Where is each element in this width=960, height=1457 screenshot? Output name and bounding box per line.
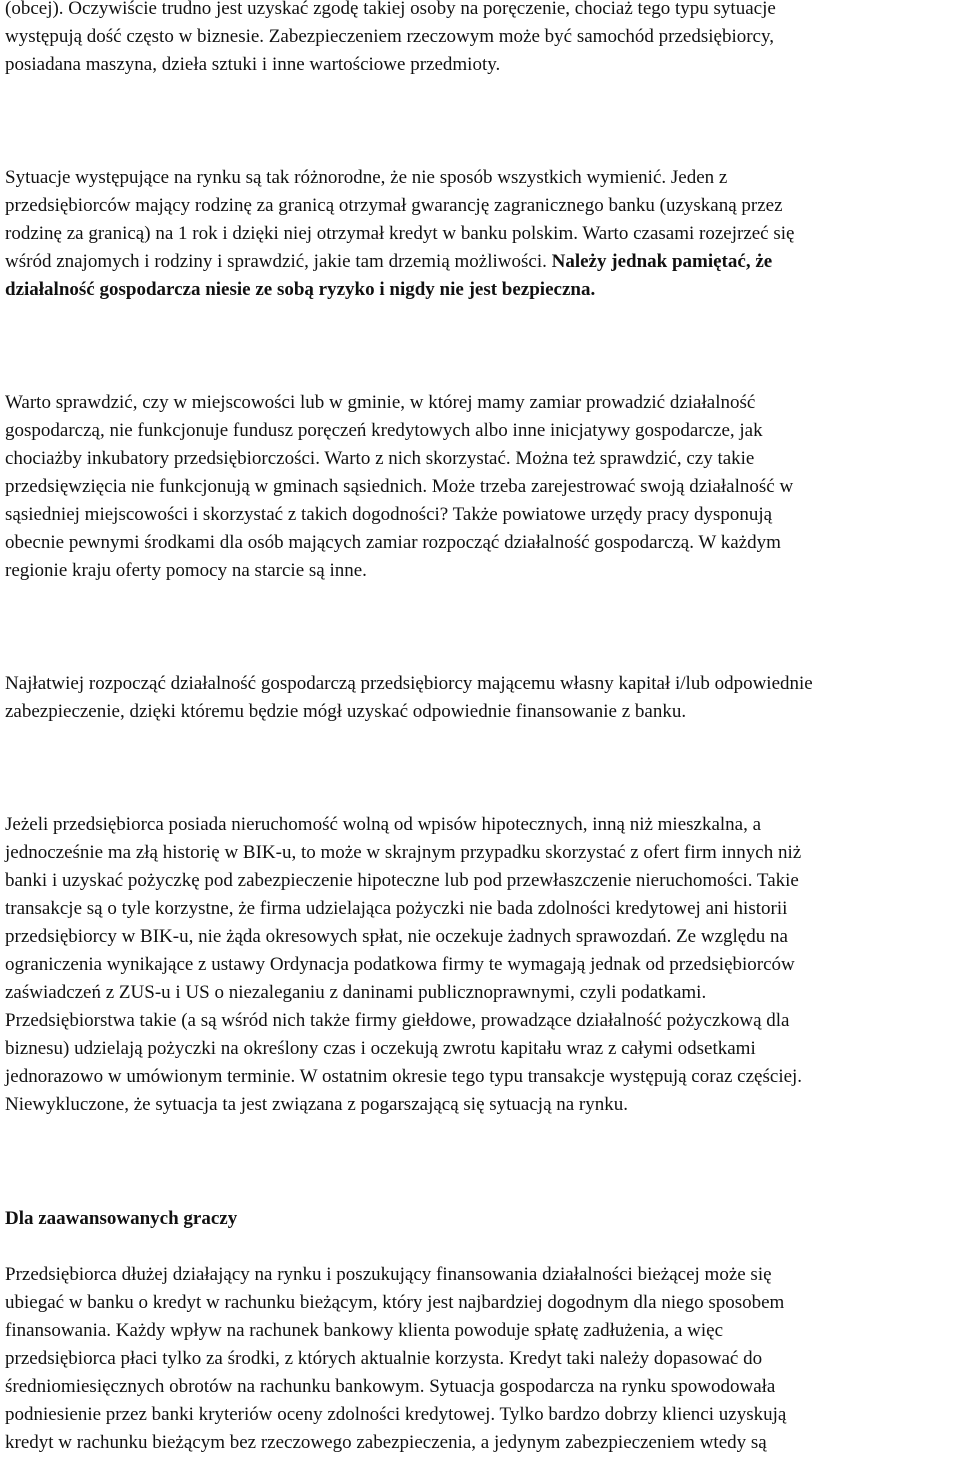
paragraph-market-situations-emphasis: Należy jednak pamiętać, że działalność gospodarcza niesie ze sobą ryzyko i nigdy nie jest bezpieczna.: [5, 251, 773, 300]
paragraph-market-situations-text: Sytuacje występujące na rynku są tak różnorodne, że nie sposób wszystkich wymienić. Jeden z przedsiębiorców mający rodzinę za granicą otrzymał gwarancję zagranicznego banku (uzyskaną przez rodzinę za granicą) na 1 rok i dzięki niej otrzymał kredyt w banku polskim. Warto czasami rozejrzeć się wśród znajomych i rodziny i sprawdzić, jakie tam drzemią możliwości.: [5, 167, 795, 272]
paragraph-easiest-start: Najłatwiej rozpocząć działalność gospodarczą przedsiębiorcy mającemu własny kapitał i/lub odpowiednie zabezpieczenie, dzięki któremu będzie mógł uzyskać odpowiednie finansowanie z banku.: [5, 673, 813, 722]
paragraph-market-situations: [5, 164, 960, 304]
paragraph-local-support: Warto sprawdzić, czy w miejscowości lub w gminie, w której mamy zamiar prowadzić działalność gospodarczą, nie funkcjonuje fundusz poręczeń kredytowych albo inne inicjatywy gospodarcze, jak chociażby inkubatory przedsiębiorczości. Warto z nich skorzystać. Można też sprawdzić, czy takie przedsięwzięcia nie funkcjonują w gminach sąsiednich. Może trzeba zarejestrować swoją działalność w sąsiedniej miejscowości i skorzystać z takich dogodności? Także powiatowe urzędy pracy dysponują obecnie pewnymi środkami dla osób mających zamiar rozpocząć działalność gospodarczą. W każdym regionie kraju oferty pomocy na starcie są inne.: [5, 392, 794, 581]
paragraph-collateral: (obcej). Oczywiście trudno jest uzyskać zgodę takiej osoby na poręczenie, chociaż tego typu sytuacje występują dość często w biznesie. Zabezpieczeniem rzeczowym może być samochód przedsiębiorcy, posiadana maszyna, dzieła sztuki i inne wartościowe przedmioty.: [5, 0, 776, 75]
section-heading-advanced: Dla zaawansowanych graczy: [5, 1208, 238, 1229]
paragraph-overdraft-credit: Przedsiębiorca dłużej działający na rynku i poszukujący finansowania działalności bieżącej może się ubiegać w banku o kredyt w rachunku bieżącym, który jest najbardziej dogodnym dla niego sposobem finansowania. Każdy wpływ na rachunek bankowy klienta powoduje spłatę zadłużenia, a więc przedsiębiorca płaci tylko za środki, z których aktualnie korzysta. Kredyt taki należy dopasować do średniomiesięcznych obrotów na rachunku bankowym. Sytuacja gospodarcza na rynku spowodowała podniesienie przez banki kryteriów oceny zdolności kredytowej. Tylko bardzo dobrzy klienci uzyskują kredyt w rachunku bieżącym bez rzeczowego zabezpieczenia, a jedynym zabezpieczeniem wtedy są: [5, 1264, 787, 1453]
paragraph-mortgage-loans: Jeżeli przedsiębiorca posiada nieruchomość wolną od wpisów hipotecznych, inną niż mieszkalna, a jednocześnie ma złą historię w BIK-u, to może w skrajnym przypadku skorzystać z ofert firm innych niż banki i uzyskać pożyczkę pod zabezpieczenie hipoteczne lub pod przewłaszczenie nieruchomości. Takie transakcje są o tyle korzystne, że firma udzielająca pożyczki nie bada zdolności kredytowej ani historii przedsiębiorcy w BIK-u, nie żąda okresowych spłat, nie oczekuje żadnych sprawozdań. Ze względu na ograniczenia wynikające z ustawy Ordynacja podatkowa firmy te wymagają jednak od przedsiębiorców zaświadczeń z ZUS-u i US o niezaleganiu z daninami publicznoprawnymi, czyli podatkami. Przedsiębiorstwa takie (a są wśród nich także firmy giełdowe, prowadzące działalność pożyczkową dla biznesu) udzielają pożyczki na określony czas i oczekują zwrotu kapitału wraz z całymi odsetkami jednorazowo w umówionym terminie. W ostatnim okresie tego typu transakcje występują coraz częściej. Niewykluczone, że sytuacja ta jest związana z pogarszającą się sytuacją na rynku.: [5, 814, 803, 1115]
